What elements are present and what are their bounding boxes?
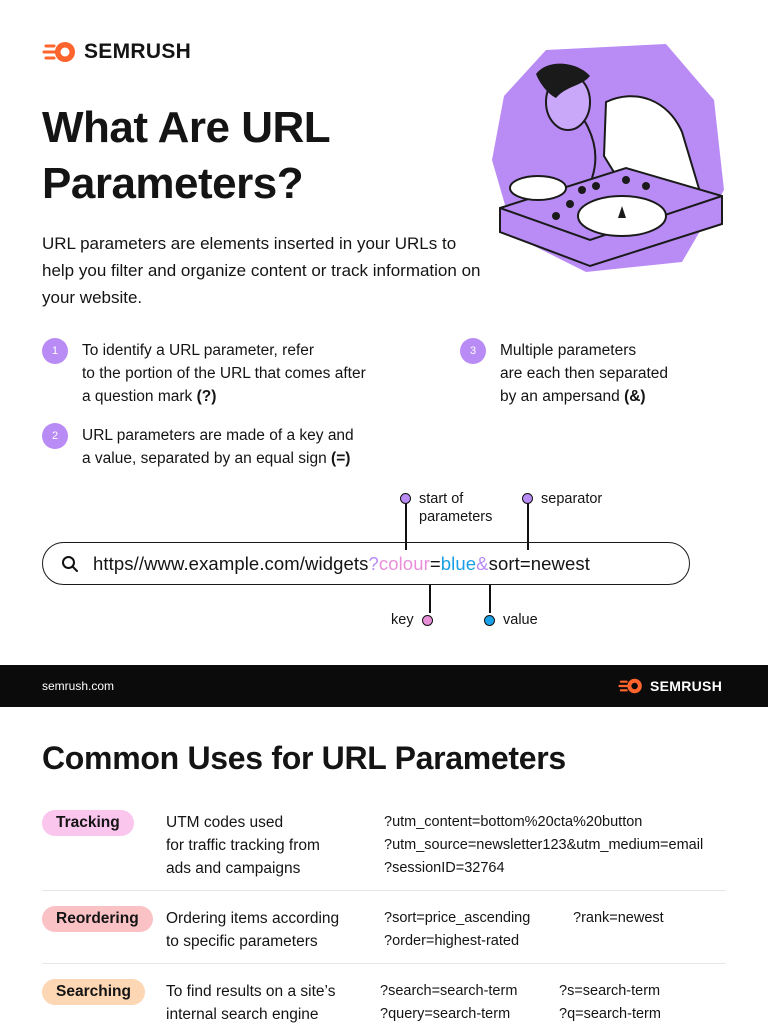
dj-illustration <box>486 40 728 276</box>
step-2 <box>42 424 354 470</box>
semrush-flame-icon <box>42 40 78 64</box>
use-examples: ?search=search-term ?query=search-term <box>380 983 518 1022</box>
url-rest: sort=newest <box>488 552 590 574</box>
semrush-logo <box>42 40 191 64</box>
use-label-pill: Tracking <box>42 810 134 836</box>
semrush-wordmark: SEMRUSH <box>650 678 723 694</box>
callout-label: key <box>391 612 414 628</box>
step-line: a question mark <box>82 388 197 405</box>
callout-start-of-parameters <box>400 490 492 526</box>
callout-label: separator <box>541 491 603 507</box>
row-divider <box>42 890 726 891</box>
use-description: To find results on a site’s internal search engine <box>166 983 336 1023</box>
step-1 <box>42 339 366 408</box>
step-line: by an ampersand <box>500 388 625 405</box>
callout-separator <box>522 490 602 508</box>
step-line: URL parameters are made of a key and <box>82 427 354 444</box>
callout-label: start of parameters <box>419 491 493 525</box>
title-line-1: What Are URL <box>42 103 331 152</box>
step-text <box>82 424 354 470</box>
footer-site-link[interactable]: semrush.com <box>42 679 115 693</box>
section-title: Common Uses for URL Parameters <box>42 740 566 776</box>
callout-dot <box>422 615 433 626</box>
url-value: blue <box>440 552 477 574</box>
step-symbol: (?) <box>196 388 217 405</box>
callout-label: value <box>503 612 538 628</box>
use-description: Ordering items according to specific parameters <box>166 910 340 950</box>
step-line: to the portion of the URL that comes after <box>82 365 366 382</box>
page-title <box>42 100 462 212</box>
step-line: Multiple parameters <box>500 342 637 359</box>
semrush-flame-icon <box>618 677 644 695</box>
callout-dot <box>484 615 495 626</box>
url-bar[interactable] <box>42 542 690 585</box>
use-examples: ?sort=price_ascending ?order=highest-rated <box>384 910 531 949</box>
step-line: are each then separated <box>500 365 669 382</box>
use-description: UTM codes used for traffic tracking from ads and campaigns <box>166 814 320 877</box>
step-line: To identify a URL parameter, refer <box>82 342 315 359</box>
url-base: https//www.example.com/widgets <box>93 552 369 574</box>
use-label-pill: Searching <box>42 979 145 1005</box>
url-ampersand: & <box>476 552 489 574</box>
semrush-wordmark: SEMRUSH <box>84 40 192 63</box>
step-text <box>500 339 668 408</box>
step-symbol: (=) <box>331 450 351 467</box>
url-key: colour <box>378 552 430 574</box>
url-question-mark: ? <box>368 552 379 574</box>
step-number-badge: 1 <box>42 338 68 364</box>
row-divider <box>42 963 726 964</box>
step-symbol: (&) <box>624 388 646 405</box>
title-line-2: Parameters? <box>42 159 304 208</box>
step-text <box>82 339 366 408</box>
callout-key <box>391 611 433 629</box>
step-number-badge: 2 <box>42 423 68 449</box>
use-examples-col2: ?s=search-term ?q=search-term <box>559 983 661 1022</box>
intro-paragraph: URL parameters are elements inserted in your URLs to help you filter and organize content or track information on your website. <box>42 234 481 307</box>
callout-value <box>484 611 538 629</box>
connector-line <box>429 585 431 613</box>
connector-line <box>489 585 491 613</box>
search-icon <box>61 555 79 573</box>
use-label-pill: Reordering <box>42 906 153 932</box>
use-examples: ?utm_content=bottom%20cta%20button ?utm_source=newsletter123&utm_medium=email ?sessionID=32764 <box>384 814 704 876</box>
footer-logo <box>618 677 722 695</box>
step-line: a value, separated by an equal sign <box>82 450 332 467</box>
footer-band <box>0 665 768 707</box>
url-equals: = <box>429 552 441 574</box>
step-number-badge: 3 <box>460 338 486 364</box>
url-text <box>93 553 590 575</box>
use-examples-col2: ?rank=newest <box>573 910 664 926</box>
step-3 <box>460 339 668 408</box>
